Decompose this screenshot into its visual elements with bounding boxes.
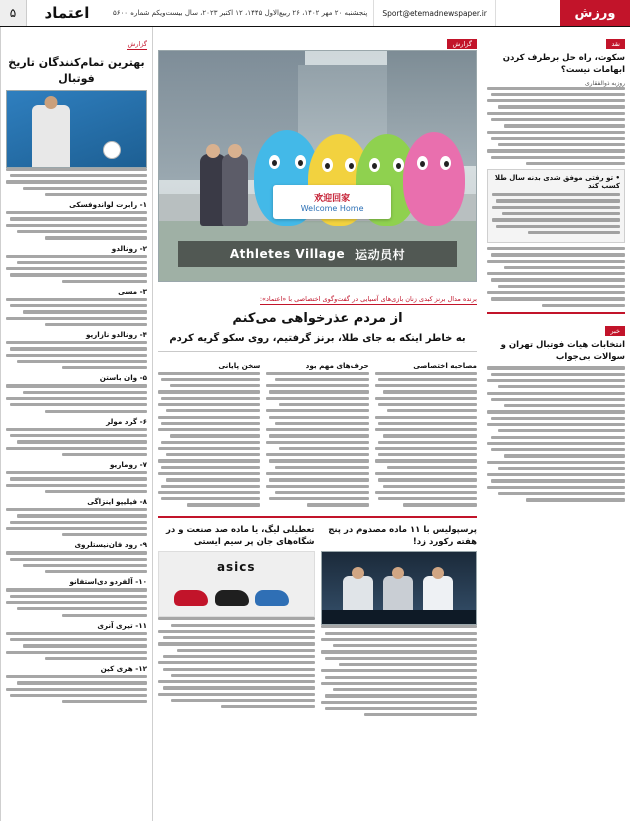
list-item — [6, 244, 147, 283]
village-banner — [178, 241, 457, 267]
bottom-left-body — [321, 625, 478, 716]
list-item — [6, 373, 147, 412]
list-item-title: ۱۲- هری کین — [100, 664, 147, 674]
column-opinion — [482, 27, 630, 821]
opinion-body-1 — [487, 87, 625, 166]
bottom-stories — [158, 522, 477, 721]
tv-studio-photo — [321, 551, 478, 625]
list-item — [6, 330, 147, 369]
column-list — [0, 27, 152, 821]
opinion-body-2 — [487, 247, 625, 307]
masthead-spacer — [496, 0, 560, 26]
page-number: ۵ — [0, 0, 27, 26]
list-item — [6, 200, 147, 239]
list-item — [6, 497, 147, 536]
list-item-title: ۹- رود فان‌نیستلروی — [74, 540, 147, 550]
tag-report: گزارش — [447, 39, 477, 49]
list-item-title: ۴- رونالدو نازاریو — [85, 330, 147, 340]
paper-logo: اعتماد — [44, 4, 90, 22]
pull-quote-title: • تو رفتی موفق شدی بدنه سال طلا کسب کند — [494, 174, 620, 191]
main-headline: از مردم عذرخواهی می‌کنم — [232, 311, 403, 326]
news-headline: انتخابات هیات فوتبال تهران و سوالات بی‌جواب — [500, 339, 625, 363]
bottom-left-headline: پرسپولیس با ۱۱ ماده مصدوم در پنج هفته رکورد زد! — [328, 524, 477, 547]
interview-overline: برنده مدال برنز کبدی زنان بازی‌های آسیایی در گفت‌وگوی اختصاصی با «اعتماد»: — [259, 295, 477, 303]
hero-photo — [158, 50, 477, 282]
list-item — [6, 417, 147, 456]
football-photo — [6, 90, 147, 168]
welcome-sign — [273, 185, 391, 219]
bottom-story-left — [321, 522, 478, 721]
pull-quote-box — [487, 169, 625, 243]
shoe-red — [174, 590, 208, 606]
bottom-right-headline: تعطیلی لیگ، یا ماده صد صنعت و در شگاه‌های جان پر سیم ایستی — [166, 524, 315, 547]
list-item-title: ۸- فیلیپو اینزاگی — [87, 497, 147, 507]
village-banner-chinese: 运动员村 — [355, 247, 406, 262]
divider-red — [487, 312, 625, 314]
list-intro — [6, 168, 147, 196]
list-item-title: ۱- رابرت لواندوفسکی — [69, 200, 147, 210]
bottom-right-body — [158, 617, 315, 708]
shoe-black — [215, 590, 249, 606]
article-col-2-head: حرف‌های مهم بود — [305, 360, 369, 370]
article-col-3-body — [158, 372, 260, 507]
list-item-title: ۳- مسی — [118, 286, 147, 296]
list-item-title: ۵- وان باستن — [99, 373, 147, 383]
divider — [158, 351, 477, 352]
list-item — [6, 460, 147, 493]
tag-news: خبر — [605, 326, 625, 336]
football-ball — [103, 141, 121, 159]
shoe-blue — [255, 590, 289, 606]
list-item — [6, 664, 147, 703]
list-item-title: ۱۰- آلفردو دی‌استفانو — [69, 577, 147, 587]
list-kicker: گزارش — [127, 40, 147, 48]
list-item-title: ۷- روماریو — [110, 460, 147, 470]
bottom-story-right — [158, 522, 315, 721]
list-item — [6, 621, 147, 660]
pull-quote-body — [492, 193, 620, 234]
list-item — [6, 287, 147, 326]
opinion-headline: سکوت، راه حل برطرف کردن ابهامات نیست؟ — [502, 53, 625, 76]
football-player — [32, 105, 70, 167]
welcome-sign-chinese: 欢迎回家 — [314, 193, 351, 204]
issue-date: پنجشنبه ۲۰ مهر ۱۴۰۲، ۲۶ ربیع‌الاول ۱۴۴۵، ۱۲ اکتبر ۲۰۲۳، سال بیست‌ویکم شماره ۵۶۰۰ — [113, 9, 368, 17]
article-col-1-body — [375, 372, 477, 507]
main-article-columns — [158, 357, 477, 511]
tag-opinion: نقد — [606, 39, 625, 49]
list-item-title: ۱۱- تیری آنری — [97, 620, 147, 630]
welcome-sign-english: Welcome Home — [300, 203, 364, 213]
article-col-1-head: مصاحبه اختصاصی — [413, 360, 477, 370]
contact-email[interactable]: Sport@etemadnewspaper.ir — [373, 0, 496, 26]
main-subheadline: به خاطر اینکه به جای طلا، برنز گرفتیم، روی سکو گریه کردم — [169, 332, 466, 344]
article-col-3 — [158, 357, 260, 511]
opinion-author: روزبه ذوالفقاری — [584, 79, 625, 87]
list-headline: بهترین تمام‌کنندگان تاریخ فوتبال — [8, 56, 145, 85]
mascot-pink — [403, 132, 465, 226]
list-item — [6, 577, 147, 616]
list-item — [6, 540, 147, 573]
article-col-2 — [266, 357, 368, 511]
list-item-title: ۲- رونالدو — [111, 243, 147, 253]
photo-person-2 — [222, 154, 248, 226]
studio-desk — [322, 610, 477, 624]
article-col-2-body — [266, 372, 368, 507]
section-label: ورزش — [560, 0, 630, 26]
brand-logo: asics — [216, 560, 256, 575]
shoes-photo — [158, 551, 315, 617]
article-col-1 — [375, 357, 477, 511]
divider-red-mid — [158, 516, 477, 518]
page-body — [0, 27, 630, 821]
village-banner-english: Athletes Village — [229, 247, 346, 262]
masthead — [0, 0, 630, 27]
article-col-3-head: سخن پایانی — [218, 360, 261, 370]
news-body — [487, 366, 625, 501]
column-main — [152, 27, 482, 821]
list-item-title: ۶- گرد مولر — [106, 416, 147, 426]
